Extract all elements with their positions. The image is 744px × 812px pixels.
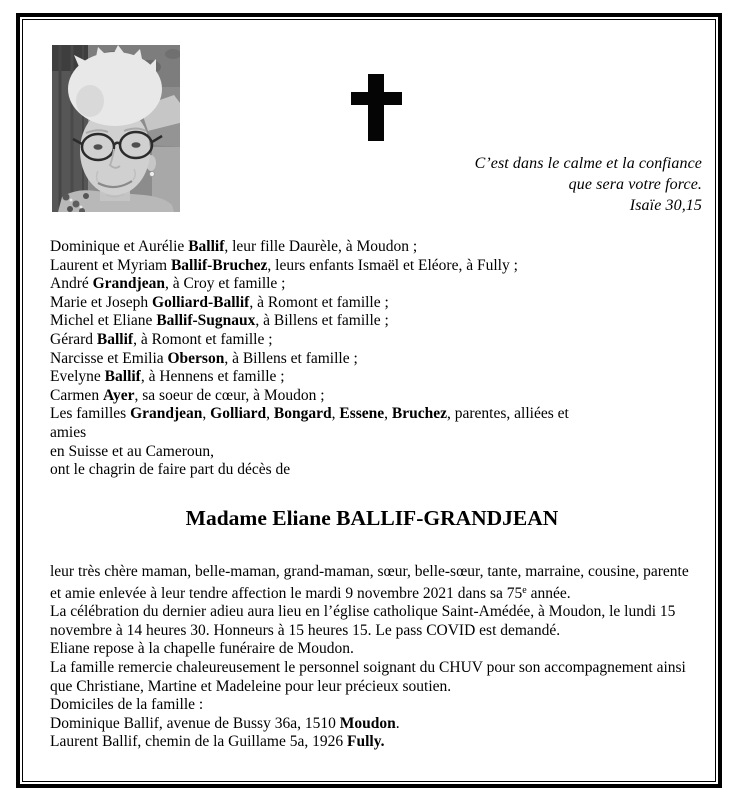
address-text: . <box>395 714 400 732</box>
family-line-text: , à Romont et famille ; <box>133 330 273 348</box>
tribute-text: leur très chère maman, belle-maman, grand-maman, sœur, belle-sœur, tante, marraine, cousine, parente et amie enlevée à leur tendre affection le mardi 9 novembre 2021 dans sa 75 <box>50 563 689 602</box>
epigraph-reference: Isaïe 30,15 <box>629 197 702 214</box>
announcement-line: ont le chagrin de faire part du décès de <box>50 461 291 479</box>
separator: , <box>384 405 392 423</box>
repose-line: Eliane repose à la chapelle funéraire de Moudon. <box>50 640 354 658</box>
address-line <box>50 715 694 734</box>
tribute-paragraph <box>50 563 694 603</box>
thanks-paragraph: La famille remercie chaleureusement le personnel soignant du CHUV pour son accompagnement ainsi que Christiane, Martine et Madeleine pour leur précieux soutien. <box>50 658 686 695</box>
family-surname: Ballif-Sugnaux <box>156 312 256 330</box>
family-line-text: Dominique et Aurélie <box>50 238 189 255</box>
address-city: Moudon <box>339 714 396 732</box>
family-line-text: , à Croy et famille ; <box>164 275 286 293</box>
family-line-text: Michel et Eliane <box>50 312 157 330</box>
family-line <box>50 294 702 313</box>
family-line-text: , leurs enfants Ismaël et Eléore, à Fully ; <box>267 256 518 274</box>
families-line-overflow: amies <box>50 423 87 441</box>
family-line-text: André <box>50 275 93 293</box>
epigraph-line: C’est dans le calme et la confiance <box>474 155 702 172</box>
family-line-text: , à Hennens et famille ; <box>140 368 285 386</box>
tribute-text: année. <box>526 584 571 602</box>
deceased-name: Madame Eliane BALLIF-GRANDJEAN <box>185 506 559 530</box>
address-city: Fully. <box>347 733 385 751</box>
family-line-text: Gérard <box>50 330 97 348</box>
scripture-epigraph <box>282 153 702 216</box>
family-line <box>50 275 702 294</box>
countries-line: en Suisse et au Cameroun, <box>50 442 215 460</box>
family-line-text: Marie et Joseph <box>50 293 153 311</box>
domiciles-label: Domiciles de la famille : <box>50 696 204 714</box>
family-surname: Oberson <box>167 349 225 367</box>
address-text: Laurent Ballif, chemin de la Guillame 5a, 1926 <box>50 733 347 751</box>
families-line <box>50 405 702 424</box>
family-line-text: , à Romont et famille ; <box>249 293 389 311</box>
family-line-text: Laurent et Myriam <box>50 256 171 274</box>
family-surname: Bongard <box>273 405 332 423</box>
family-line-text: , leur fille Daurèle, à Moudon ; <box>224 238 418 255</box>
family-surname: Ballif-Bruchez <box>170 256 268 274</box>
portrait-photo-illustration <box>52 45 180 212</box>
notice-body <box>50 563 694 752</box>
ceremony-paragraph: La célébration du dernier adieu aura lieu en l’église catholique Saint-Amédée, à Moudon, le lundi 15 novembre à 14 heures 30. Honneurs à 15 heures 15. Le pass COVID est demandé. <box>50 603 676 639</box>
family-surname: Grandjean <box>130 405 203 423</box>
family-line <box>50 331 702 350</box>
family-line-text: , sa soeur de cœur, à Moudon ; <box>134 386 325 404</box>
family-line-text: Carmen <box>50 386 103 404</box>
family-surname: Golliard-Ballif <box>152 293 250 311</box>
family-line-text: Narcisse et Emilia <box>50 349 168 367</box>
ordinal-superscript: e <box>522 584 527 596</box>
family-list <box>50 238 702 480</box>
family-surname: Ayer <box>102 386 135 404</box>
family-surname: Bruchez <box>391 405 448 423</box>
portrait-photo <box>52 45 180 212</box>
address-line <box>50 733 694 752</box>
family-line <box>50 387 702 406</box>
address-text: Dominique Ballif, avenue de Bussy 36a, 1510 <box>50 714 340 732</box>
family-line-text: , à Billens et famille ; <box>255 312 389 330</box>
family-surname: Ballif <box>104 368 141 386</box>
family-surname: Golliard <box>210 405 267 423</box>
separator: , <box>266 405 274 423</box>
family-line <box>50 368 702 387</box>
separator: , <box>202 405 211 423</box>
family-line-text: Evelyne <box>50 368 105 386</box>
families-line-text: Les familles <box>50 405 131 423</box>
family-surname: Grandjean <box>92 275 165 293</box>
family-line-text: , à Billens et famille ; <box>224 349 358 367</box>
family-surname: Ballif <box>96 330 134 348</box>
families-line-text: , parentes, alliées et <box>447 405 569 423</box>
family-surname: Essene <box>339 405 385 423</box>
cross-icon <box>351 74 402 141</box>
family-line <box>50 312 702 331</box>
family-line <box>50 257 702 276</box>
family-line <box>50 350 702 369</box>
epigraph-line: que sera votre force. <box>568 176 702 193</box>
family-surname: Ballif <box>188 238 225 255</box>
family-line <box>50 238 702 257</box>
separator: , <box>331 405 340 423</box>
